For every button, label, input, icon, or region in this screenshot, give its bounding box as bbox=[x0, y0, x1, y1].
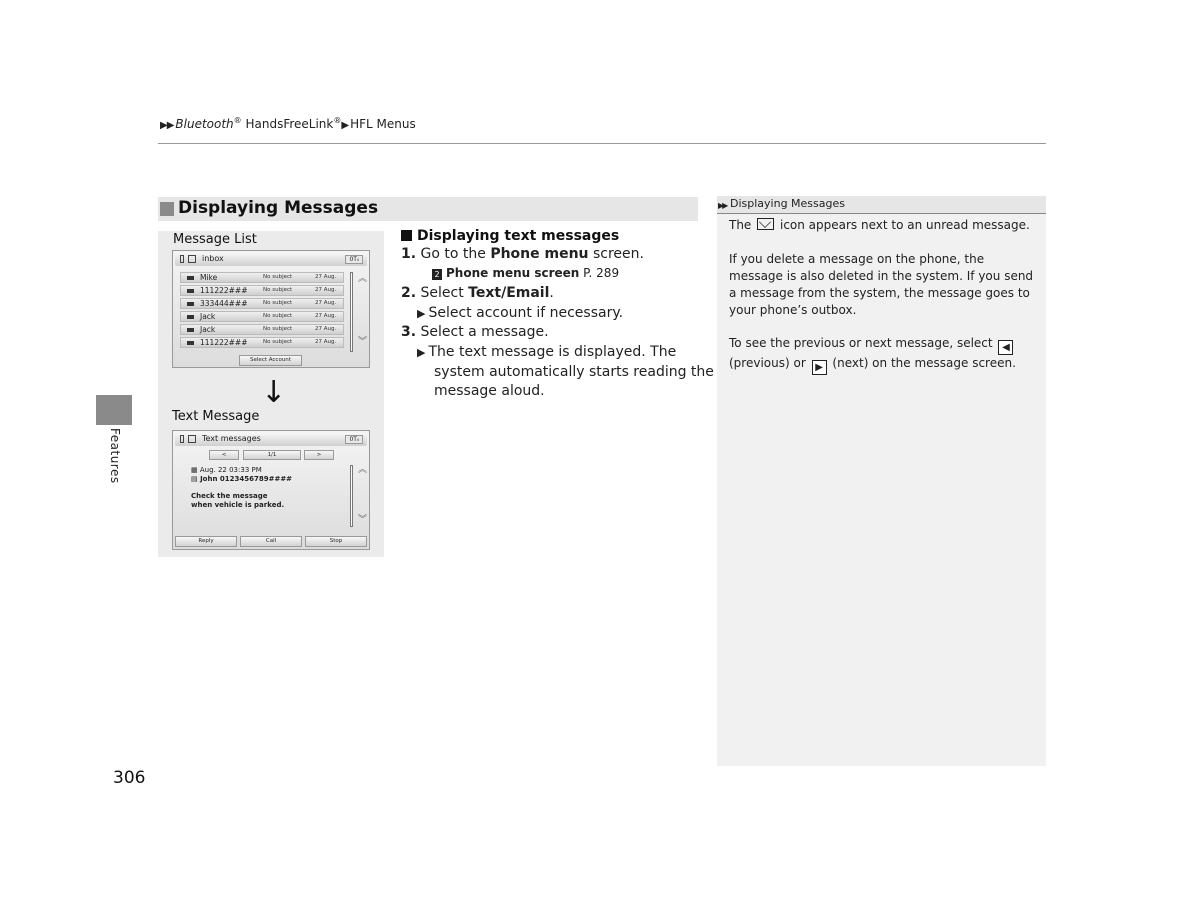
next-arrow-icon: ▶ bbox=[812, 360, 827, 375]
message-row[interactable] bbox=[180, 285, 344, 296]
message-body-line: Check the message bbox=[191, 492, 268, 500]
signal-status-icon: 0Tᵢₗ bbox=[345, 255, 363, 264]
text-message-title-bar bbox=[175, 433, 367, 446]
breadcrumb-arrow-icon: ▶ bbox=[341, 120, 349, 131]
text-message-label: Text Message bbox=[172, 409, 260, 424]
message-date-line: ▦ Aug. 22 03:33 PM bbox=[191, 466, 262, 474]
envelope-icon bbox=[757, 218, 774, 230]
note-heading bbox=[717, 196, 1046, 214]
message-date: 27 Aug. bbox=[315, 274, 337, 280]
arrow-down-icon: ↓ bbox=[261, 375, 287, 410]
note-paragraph: If you delete a message on the phone, the message is also deleted in the system. If you send a message from the system, the message goes to your phone’s outbox. bbox=[729, 252, 1034, 317]
message-sender: Mike bbox=[200, 273, 218, 282]
message-subject: No subject bbox=[263, 287, 293, 293]
message-date: 27 Aug. bbox=[315, 313, 337, 319]
step-3-result: ▶ The text message is displayed. The system automatically starts reading the message aloud. bbox=[417, 344, 714, 399]
mail-icon bbox=[188, 255, 196, 263]
phone-icon bbox=[180, 435, 184, 443]
message-body-line: when vehicle is parked. bbox=[191, 501, 285, 509]
breadcrumb-bluetooth: Bluetooth bbox=[175, 117, 234, 131]
message-sender: 333444### bbox=[200, 299, 248, 308]
envelope-icon bbox=[187, 289, 194, 293]
message-date: 27 Aug. bbox=[315, 300, 337, 306]
next-message-button[interactable]: > bbox=[304, 450, 334, 460]
message-row[interactable] bbox=[180, 298, 344, 309]
calendar-icon: ▦ bbox=[191, 466, 200, 474]
breadcrumb: ▶▶ Bluetooth® HandsFreeLink®▶ HFL Menus bbox=[160, 116, 416, 131]
subheading: Displaying text messages bbox=[401, 228, 619, 244]
envelope-icon bbox=[187, 276, 194, 280]
step-1: 1. Go to the Phone menu screen. bbox=[401, 246, 644, 262]
note-paragraph: To see the previous or next message, select ◀ (previous) or ▶ (next) on the message screen. bbox=[729, 336, 1016, 373]
inbox-screen bbox=[172, 250, 370, 368]
page-number: 306 bbox=[113, 768, 146, 788]
scroll-up-icon[interactable]: ︽ bbox=[358, 465, 368, 475]
message-date: 27 Aug. bbox=[315, 339, 337, 345]
breadcrumb-arrow-icon: ▶▶ bbox=[160, 120, 174, 131]
step-2-result: ▶ Select account if necessary. bbox=[417, 305, 624, 321]
select-account-button[interactable]: Select Account bbox=[239, 355, 302, 366]
cross-reference[interactable]: 2 Phone menu screen P. 289 bbox=[432, 266, 619, 280]
message-date: 27 Aug. bbox=[315, 326, 337, 332]
step-2: 2. Select Text/Email. bbox=[401, 285, 554, 301]
message-row[interactable] bbox=[180, 311, 344, 322]
message-date: 27 Aug. bbox=[315, 287, 337, 293]
scrollbar[interactable] bbox=[350, 272, 353, 352]
message-sender: Jack bbox=[200, 325, 216, 334]
message-row[interactable] bbox=[180, 337, 344, 348]
message-from-line: ▤ John 0123456789#### bbox=[191, 475, 293, 483]
scrollbar[interactable] bbox=[350, 465, 353, 527]
message-row[interactable] bbox=[180, 272, 344, 283]
reference-icon: 2 bbox=[432, 269, 442, 280]
message-subject: No subject bbox=[263, 326, 293, 332]
message-subject: No subject bbox=[263, 313, 293, 319]
message-row[interactable] bbox=[180, 324, 344, 335]
stop-button[interactable]: Stop bbox=[305, 536, 367, 547]
header-divider bbox=[158, 143, 1046, 144]
message-subject: No subject bbox=[263, 339, 293, 345]
section-heading bbox=[158, 197, 698, 221]
signal-status-icon: 0Tᵢₗ bbox=[345, 435, 363, 444]
step-3: 3. Select a message. bbox=[401, 324, 549, 340]
envelope-icon bbox=[187, 341, 194, 345]
chapter-tab-marker bbox=[96, 395, 132, 425]
square-bullet-icon bbox=[401, 230, 412, 241]
reply-button[interactable]: Reply bbox=[175, 536, 237, 547]
note-title: Displaying Messages bbox=[730, 197, 845, 210]
message-pager: 1/1 bbox=[243, 450, 301, 460]
breadcrumb-handsfreelink: HandsFreeLink bbox=[241, 117, 334, 131]
result-arrow-icon: ▶ bbox=[417, 307, 426, 320]
breadcrumb-hfl-menus: HFL Menus bbox=[350, 117, 416, 131]
message-sender: Jack bbox=[200, 312, 216, 321]
call-button[interactable]: Call bbox=[240, 536, 302, 547]
previous-message-button[interactable]: < bbox=[209, 450, 239, 460]
message-sender: 111222### bbox=[200, 338, 248, 347]
phone-icon bbox=[180, 255, 184, 263]
text-message-screen bbox=[172, 430, 370, 550]
envelope-icon bbox=[187, 315, 194, 319]
inbox-title: inbox bbox=[202, 254, 224, 263]
result-arrow-icon: ▶ bbox=[417, 346, 426, 359]
envelope-icon bbox=[187, 302, 194, 306]
chapter-tab-label: Features bbox=[108, 428, 122, 484]
message-subject: No subject bbox=[263, 274, 293, 280]
scroll-down-icon[interactable]: ︾ bbox=[358, 337, 368, 347]
section-title: Displaying Messages bbox=[178, 198, 379, 218]
message-sender: 111222### bbox=[200, 286, 248, 295]
text-message-title: Text messages bbox=[202, 434, 261, 443]
message-list-label: Message List bbox=[173, 232, 257, 247]
inbox-title-bar bbox=[175, 253, 367, 266]
mail-icon bbox=[188, 435, 196, 443]
scroll-down-icon[interactable]: ︾ bbox=[358, 515, 368, 525]
contact-icon: ▤ bbox=[191, 475, 201, 483]
note-marker-icon: ▶▶ bbox=[718, 201, 727, 210]
scroll-up-icon[interactable]: ︽ bbox=[358, 274, 368, 284]
note-paragraph: The icon appears next to an unread message. bbox=[729, 218, 1030, 232]
message-subject: No subject bbox=[263, 300, 293, 306]
section-square-icon bbox=[160, 202, 174, 216]
previous-arrow-icon: ◀ bbox=[998, 340, 1013, 355]
envelope-icon bbox=[187, 328, 194, 332]
